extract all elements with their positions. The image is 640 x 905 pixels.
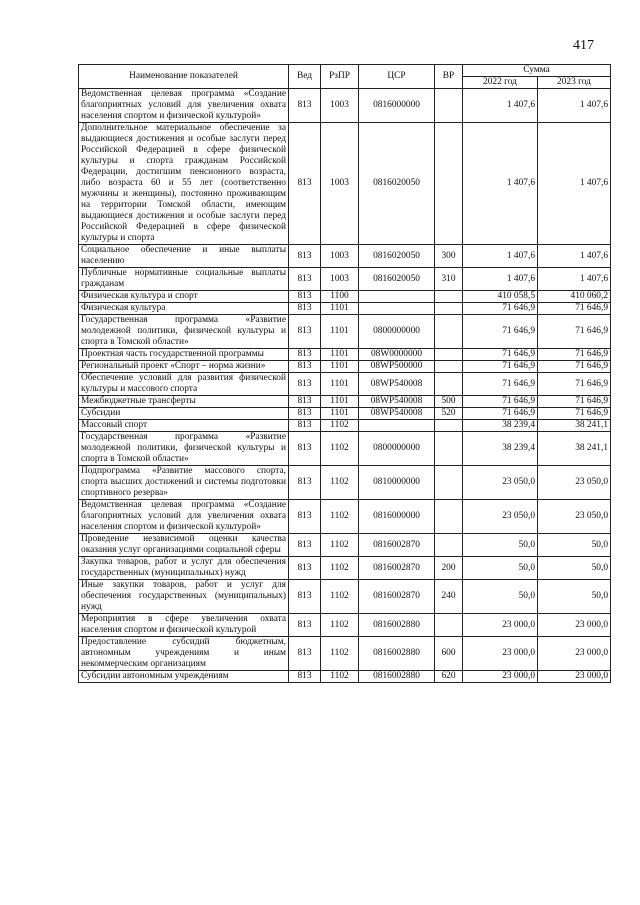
cell-vr: 300 bbox=[435, 245, 463, 268]
table-row bbox=[79, 349, 611, 361]
cell-name: Физическая культура и спорт bbox=[79, 291, 289, 303]
cell-rzpr: 1102 bbox=[321, 671, 359, 683]
cell-name: Государственная программа «Развитие молодежной политики, физической культуры и спорта в Томской области» bbox=[79, 315, 289, 349]
cell-y2023: 71 646,9 bbox=[538, 349, 611, 361]
cell-csr bbox=[359, 420, 435, 432]
col-header-sum: Сумма bbox=[463, 65, 611, 77]
table-row bbox=[79, 420, 611, 432]
cell-ved: 813 bbox=[289, 245, 321, 268]
cell-csr bbox=[359, 291, 435, 303]
cell-vr bbox=[435, 466, 463, 500]
col-header-year-2023: 2023 год bbox=[538, 77, 611, 89]
cell-ved: 813 bbox=[289, 466, 321, 500]
table-row bbox=[79, 303, 611, 315]
cell-y2023: 71 646,9 bbox=[538, 373, 611, 396]
cell-y2023: 23 000,0 bbox=[538, 614, 611, 637]
cell-y2022: 50,0 bbox=[463, 534, 538, 557]
cell-name: Ведомственная целевая программа «Создание благоприятных условий для увеличения охвата населения спортом и физической культурой» bbox=[79, 89, 289, 123]
cell-y2022: 1 407,6 bbox=[463, 268, 538, 291]
cell-csr: 0816002870 bbox=[359, 557, 435, 580]
cell-name: Массовый спорт bbox=[79, 420, 289, 432]
cell-y2022: 71 646,9 bbox=[463, 373, 538, 396]
cell-y2023: 1 407,6 bbox=[538, 89, 611, 123]
cell-y2022: 23 000,0 bbox=[463, 614, 538, 637]
cell-ved: 813 bbox=[289, 432, 321, 466]
cell-csr: 08WP540008 bbox=[359, 373, 435, 396]
table-row bbox=[79, 361, 611, 373]
table-row bbox=[79, 614, 611, 637]
cell-vr: 600 bbox=[435, 637, 463, 671]
cell-name: Мероприятия в сфере увеличения охвата населения спортом и физической культурой bbox=[79, 614, 289, 637]
cell-csr: 0816002870 bbox=[359, 580, 435, 614]
table-row bbox=[79, 466, 611, 500]
cell-rzpr: 1100 bbox=[321, 291, 359, 303]
cell-csr: 0816020050 bbox=[359, 245, 435, 268]
cell-vr: 310 bbox=[435, 268, 463, 291]
table-row bbox=[79, 373, 611, 396]
col-header-csr: ЦСР bbox=[359, 65, 435, 89]
cell-rzpr: 1101 bbox=[321, 396, 359, 408]
cell-y2022: 71 646,9 bbox=[463, 303, 538, 315]
cell-y2022: 23 050,0 bbox=[463, 500, 538, 534]
cell-name: Социальное обеспечение и иные выплаты населению bbox=[79, 245, 289, 268]
cell-y2022: 38 239,4 bbox=[463, 432, 538, 466]
header-row bbox=[79, 65, 611, 77]
table-row bbox=[79, 291, 611, 303]
cell-name: Субсидии bbox=[79, 408, 289, 420]
table-row bbox=[79, 637, 611, 671]
cell-ved: 813 bbox=[289, 373, 321, 396]
cell-y2023: 410 060,2 bbox=[538, 291, 611, 303]
cell-vr bbox=[435, 432, 463, 466]
cell-rzpr: 1102 bbox=[321, 420, 359, 432]
cell-y2023: 38 241,1 bbox=[538, 432, 611, 466]
cell-rzpr: 1003 bbox=[321, 245, 359, 268]
cell-csr: 0800000000 bbox=[359, 432, 435, 466]
cell-vr bbox=[435, 373, 463, 396]
cell-ved: 813 bbox=[289, 315, 321, 349]
cell-rzpr: 1101 bbox=[321, 349, 359, 361]
cell-ved: 813 bbox=[289, 614, 321, 637]
cell-name: Обеспечение условий для развития физической культуры и массового спорта bbox=[79, 373, 289, 396]
cell-y2023: 23 000,0 bbox=[538, 637, 611, 671]
cell-vr bbox=[435, 349, 463, 361]
cell-csr: 0810000000 bbox=[359, 466, 435, 500]
cell-y2022: 23 050,0 bbox=[463, 466, 538, 500]
cell-y2023: 71 646,9 bbox=[538, 303, 611, 315]
cell-vr: 520 bbox=[435, 408, 463, 420]
table-row bbox=[79, 557, 611, 580]
cell-vr bbox=[435, 291, 463, 303]
cell-csr: 0816002880 bbox=[359, 671, 435, 683]
cell-name: Дополнительное материальное обеспечение за выдающиеся достижения и особые заслуги перед Российской Федерацией в сфере физической культуры и спорта гражданам Российской Федерации, достигшим пенсионного возраста, либо возраста 60 и 55 лет (соответственно мужчины и женщины), постоянно проживающим на территории Томской области, имеющим выдающиеся достижения и особые заслуги перед Российской Федерацией в сфере физической культуры и спорта bbox=[79, 123, 289, 245]
col-header-rzpr: РзПР bbox=[321, 65, 359, 89]
cell-rzpr: 1101 bbox=[321, 408, 359, 420]
cell-vr bbox=[435, 303, 463, 315]
cell-y2022: 71 646,9 bbox=[463, 408, 538, 420]
cell-vr bbox=[435, 500, 463, 534]
cell-y2022: 38 239,4 bbox=[463, 420, 538, 432]
cell-rzpr: 1101 bbox=[321, 303, 359, 315]
cell-name: Ведомственная целевая программа «Создание благоприятных условий для увеличения охвата населения спортом и физической культурой» bbox=[79, 500, 289, 534]
budget-table bbox=[78, 64, 611, 683]
cell-rzpr: 1102 bbox=[321, 432, 359, 466]
cell-name: Проведение независимой оценки качества оказания услуг организациями социальной сферы bbox=[79, 534, 289, 557]
cell-y2023: 1 407,6 bbox=[538, 123, 611, 245]
cell-vr: 620 bbox=[435, 671, 463, 683]
cell-y2023: 71 646,9 bbox=[538, 315, 611, 349]
cell-ved: 813 bbox=[289, 268, 321, 291]
cell-csr: 08W0000000 bbox=[359, 349, 435, 361]
cell-rzpr: 1003 bbox=[321, 123, 359, 245]
cell-csr: 0800000000 bbox=[359, 315, 435, 349]
col-header-year-2022: 2022 год bbox=[463, 77, 538, 89]
cell-y2023: 50,0 bbox=[538, 557, 611, 580]
table-row bbox=[79, 671, 611, 683]
cell-name: Закупка товаров, работ и услуг для обеспечения государственных (муниципальных) нужд bbox=[79, 557, 289, 580]
cell-y2022: 1 407,6 bbox=[463, 245, 538, 268]
cell-ved: 813 bbox=[289, 396, 321, 408]
table-row bbox=[79, 432, 611, 466]
cell-y2022: 410 058,5 bbox=[463, 291, 538, 303]
cell-ved: 813 bbox=[289, 291, 321, 303]
cell-name: Предоставление субсидий бюджетным, автономным учреждениям и иным некоммерческим организациям bbox=[79, 637, 289, 671]
cell-csr: 0816002880 bbox=[359, 614, 435, 637]
cell-rzpr: 1101 bbox=[321, 315, 359, 349]
cell-y2023: 1 407,6 bbox=[538, 245, 611, 268]
cell-y2022: 1 407,6 bbox=[463, 123, 538, 245]
cell-rzpr: 1102 bbox=[321, 637, 359, 671]
cell-name: Иные закупки товаров, работ и услуг для обеспечения государственных (муниципальных) нужд bbox=[79, 580, 289, 614]
cell-y2023: 50,0 bbox=[538, 534, 611, 557]
cell-rzpr: 1101 bbox=[321, 361, 359, 373]
col-header-vr: ВР bbox=[435, 65, 463, 89]
table-body bbox=[79, 89, 611, 683]
cell-ved: 813 bbox=[289, 500, 321, 534]
cell-csr bbox=[359, 303, 435, 315]
col-header-ved: Вед bbox=[289, 65, 321, 89]
cell-rzpr: 1102 bbox=[321, 500, 359, 534]
cell-y2023: 50,0 bbox=[538, 580, 611, 614]
cell-ved: 813 bbox=[289, 361, 321, 373]
cell-name: Региональный проект «Спорт – норма жизни» bbox=[79, 361, 289, 373]
cell-y2023: 23 000,0 bbox=[538, 671, 611, 683]
cell-ved: 813 bbox=[289, 408, 321, 420]
cell-y2022: 50,0 bbox=[463, 580, 538, 614]
cell-ved: 813 bbox=[289, 89, 321, 123]
cell-ved: 813 bbox=[289, 349, 321, 361]
cell-rzpr: 1102 bbox=[321, 466, 359, 500]
cell-vr bbox=[435, 123, 463, 245]
cell-y2022: 23 000,0 bbox=[463, 637, 538, 671]
cell-vr bbox=[435, 89, 463, 123]
cell-y2023: 71 646,9 bbox=[538, 408, 611, 420]
cell-y2023: 23 050,0 bbox=[538, 500, 611, 534]
cell-ved: 813 bbox=[289, 303, 321, 315]
cell-y2023: 71 646,9 bbox=[538, 361, 611, 373]
page-number: 417 bbox=[573, 38, 594, 53]
cell-rzpr: 1101 bbox=[321, 373, 359, 396]
cell-vr bbox=[435, 315, 463, 349]
cell-name: Проектная часть государственной программы bbox=[79, 349, 289, 361]
table-row bbox=[79, 396, 611, 408]
cell-ved: 813 bbox=[289, 671, 321, 683]
cell-rzpr: 1102 bbox=[321, 614, 359, 637]
cell-csr: 0816002870 bbox=[359, 534, 435, 557]
cell-vr bbox=[435, 420, 463, 432]
cell-y2022: 23 000,0 bbox=[463, 671, 538, 683]
cell-vr: 240 bbox=[435, 580, 463, 614]
cell-y2023: 71 646,9 bbox=[538, 396, 611, 408]
cell-csr: 0816000000 bbox=[359, 89, 435, 123]
cell-rzpr: 1102 bbox=[321, 580, 359, 614]
cell-y2022: 71 646,9 bbox=[463, 361, 538, 373]
cell-vr: 500 bbox=[435, 396, 463, 408]
cell-csr: 0816002880 bbox=[359, 637, 435, 671]
cell-vr: 200 bbox=[435, 557, 463, 580]
cell-ved: 813 bbox=[289, 557, 321, 580]
cell-rzpr: 1102 bbox=[321, 534, 359, 557]
cell-name: Физическая культура bbox=[79, 303, 289, 315]
cell-ved: 813 bbox=[289, 420, 321, 432]
table-row bbox=[79, 534, 611, 557]
cell-name: Субсидии автономным учреждениям bbox=[79, 671, 289, 683]
table-row bbox=[79, 500, 611, 534]
cell-ved: 813 bbox=[289, 534, 321, 557]
cell-rzpr: 1003 bbox=[321, 89, 359, 123]
cell-csr: 0816000000 bbox=[359, 500, 435, 534]
cell-ved: 813 bbox=[289, 580, 321, 614]
cell-vr bbox=[435, 534, 463, 557]
cell-y2022: 50,0 bbox=[463, 557, 538, 580]
cell-name: Публичные нормативные социальные выплаты гражданам bbox=[79, 268, 289, 291]
cell-y2023: 23 050,0 bbox=[538, 466, 611, 500]
table-row bbox=[79, 408, 611, 420]
table-row bbox=[79, 123, 611, 245]
table-row bbox=[79, 245, 611, 268]
cell-csr: 08WP500000 bbox=[359, 361, 435, 373]
cell-name: Государственная программа «Развитие молодежной политики, физической культуры и спорта в Томской области» bbox=[79, 432, 289, 466]
cell-csr: 0816020050 bbox=[359, 123, 435, 245]
cell-csr: 08WP540008 bbox=[359, 396, 435, 408]
cell-rzpr: 1102 bbox=[321, 557, 359, 580]
cell-rzpr: 1003 bbox=[321, 268, 359, 291]
cell-csr: 08WP540008 bbox=[359, 408, 435, 420]
cell-y2023: 38 241,1 bbox=[538, 420, 611, 432]
table-row bbox=[79, 89, 611, 123]
cell-name: Межбюджетные трансферты bbox=[79, 396, 289, 408]
cell-name: Подпрограмма «Развитие массового спорта, спорта высших достижений и системы подготовки спортивного резерва» bbox=[79, 466, 289, 500]
cell-y2022: 1 407,6 bbox=[463, 89, 538, 123]
col-header-name: Наименование показателей bbox=[79, 65, 289, 89]
cell-csr: 0816020050 bbox=[359, 268, 435, 291]
cell-ved: 813 bbox=[289, 123, 321, 245]
cell-y2023: 1 407,6 bbox=[538, 268, 611, 291]
table-row bbox=[79, 315, 611, 349]
cell-y2022: 71 646,9 bbox=[463, 315, 538, 349]
table-row bbox=[79, 580, 611, 614]
cell-y2022: 71 646,9 bbox=[463, 396, 538, 408]
cell-ved: 813 bbox=[289, 637, 321, 671]
cell-vr bbox=[435, 614, 463, 637]
cell-vr bbox=[435, 361, 463, 373]
cell-y2022: 71 646,9 bbox=[463, 349, 538, 361]
table-row bbox=[79, 268, 611, 291]
